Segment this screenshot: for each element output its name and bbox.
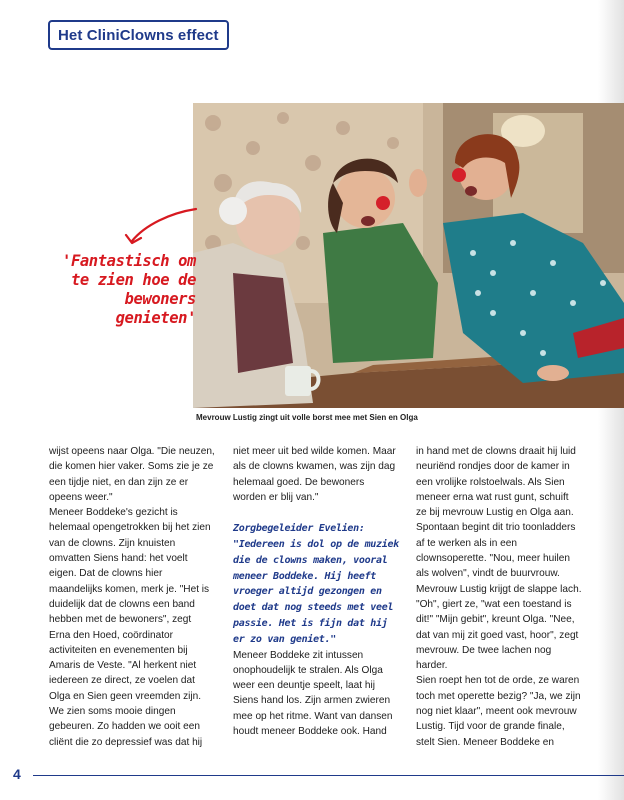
paragraph: wijst opeens naar Olga. "Die neuzen, die komen hier vaker. Soms zie je ze een tijdje niet, en dan zijn ze er opeens weer." [49,446,215,503]
footer-rule [33,775,624,776]
paragraph: Sien roept hen tot de orde, ze waren toch met operette bezig? "Ja, we zijn nog niet klaar", meent ook mevrouw Lustig. Tijd voor de grande finale, stelt Sien. Meneer Boddeke en [416,675,581,748]
section-title: Het CliniClowns effect [48,20,229,50]
page-number: 4 [13,766,21,782]
paragraph: Meneer Boddeke zit intussen onophoudelijk te stralen. Als Olga weer een deuntje speelt, laat hij Siens hand los. Zijn armen zwieren mee op het ritme. Want van dansen houdt meneer Boddeke ook. Hand [233,649,393,738]
article-column-3 [416,444,582,750]
inline-quote: Zorgbegeleider Evelien: "Iedereen is dol op de muziek die de clowns maken, vooral meneer Boddeke. Hij heeft vroeger altijd gezongen en doet dat nog steeds met veel passie. Het is fijn dat hij er zo van geniet." [233,523,399,645]
curved-arrow-icon [110,205,200,258]
paragraph: Meneer Boddeke's gezicht is helemaal opengetrokken bij het zien van de clowns. Zijn knuisten omvatten Siens hand: het voelt eigen. Dat de clowns hier maandelijks komen, merk je. "Het is duidelijk dat de clowns een band hebben met de bewoners", zegt Erna den Hoed, coördinator activiteiten en evenementen bij Amaris de Veste. "Al herkent niet iedereen ze direct, ze voelen dat Olga en Sien geen vreemden zijn. We zien soms mooie dingen gebeuren. Zo hadden we ooit een cliënt die zo depressief was dat hij [49,507,211,748]
paragraph: in hand met de clowns draait hij luid neuriënd rondjes door de kamer in een vrolijke rolstoelwals. Als Sien meneer erna wat rust gunt, schuift ze bij mevrouw Lustig en Olga aan. Spontaan begint dit trio toonladders af te werken als in een clownsoperette. "Nou, meer huilen als wolven", vindt de buurvrouw. Mevrouw Lustig krijgt de slappe lach. "Oh", giert ze, "wat een toestand is dit!" "Mijn gebit", kreunt Olga. "Nee, dat van mij zit goed vast, hoor", zegt mevrouw. De twee lachen nog harder. [416,446,582,672]
photo-caption: Mevrouw Lustig zingt uit volle borst mee met Sien en Olga [196,413,418,422]
article-column-2 [233,444,399,739]
paragraph: niet meer uit bed wilde komen. Maar als de clowns kwamen, was zijn dag helemaal goed. De bewoners worden er blij van." [233,446,396,503]
article-photo [193,103,624,408]
article-column-1 [49,444,215,750]
pull-quote: 'Fantastisch om te zien hoe de bewoners genieten' [62,252,196,327]
